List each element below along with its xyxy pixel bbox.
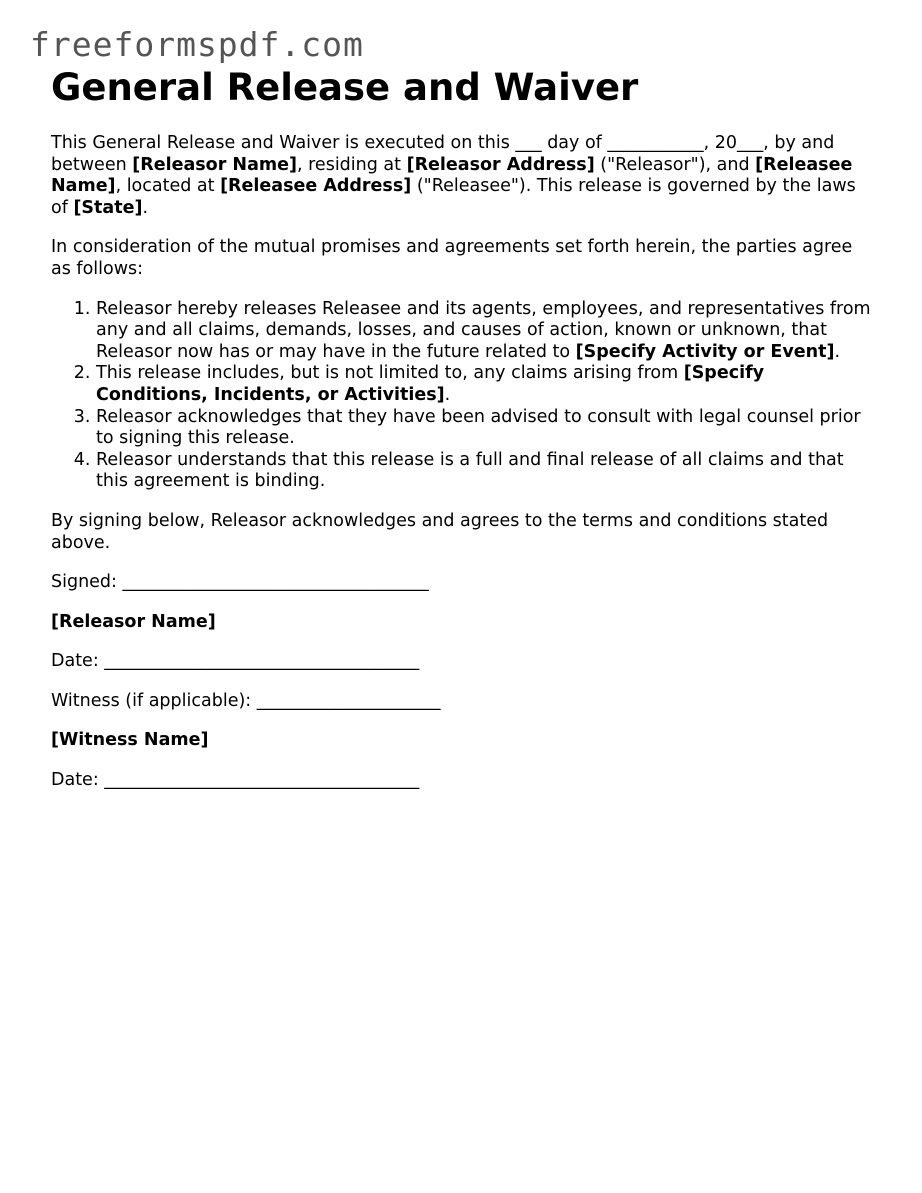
- signed-line: Signed: ___________________________________: [51, 572, 429, 593]
- releasee-name-placeholder: [Releasee Name]: [51, 154, 853, 197]
- witness-line: Witness (if applicable): _____________________: [51, 690, 441, 711]
- document-body: [51, 133, 871, 792]
- releasor-address-placeholder: [Releasor Address]: [406, 154, 595, 175]
- consideration-paragraph: In consideration of the mutual promises and agreements set forth herein, the parties agree as follows:: [51, 237, 853, 279]
- acknowledgement-paragraph: By signing below, Releasor acknowledges and agrees to the terms and conditions stated above.: [51, 510, 829, 553]
- activity-placeholder: [Specify Activity or Event]: [575, 341, 835, 362]
- list-item: 1. Releasor hereby releases Releasee and its agents, employees, and representatives from any and all claims, demands, losses, and causes of action, known or unknown, that Releasor now has or may have in the future related to [Specify Activity or Event].: [96, 299, 871, 364]
- state-placeholder: [State]: [73, 197, 143, 218]
- document-title: General Release and Waiver: [51, 66, 639, 109]
- site-watermark: freeformspdf.com: [30, 25, 364, 64]
- witness-name-label: [Witness Name]: [51, 730, 209, 751]
- list-item: 3. Releasor acknowledges that they have been advised to consult with legal counsel prior to signing this release.: [96, 407, 871, 450]
- releasee-address-placeholder: [Releasee Address]: [220, 176, 412, 197]
- conditions-placeholder: [Specify Conditions, Incidents, or Activities]: [96, 363, 765, 405]
- list-item: 2. This release includes, but is not limited to, any claims arising from [Specify Conditions, Incidents, or Activities].: [96, 363, 871, 406]
- witness-date-line: Date: ____________________________________: [51, 770, 420, 791]
- list-item: 4. Releasor understands that this release is a full and final release of all claims and that this agreement is binding.: [96, 450, 871, 493]
- terms-list: [51, 299, 871, 493]
- releasor-date-line: Date: ____________________________________: [51, 651, 420, 672]
- releasor-name-placeholder: [Releasor Name]: [132, 154, 297, 175]
- intro-paragraph: This General Release and Waiver is executed on this ___ day of ___________, 20___, by and between [Releasor Name], residing at [Releasor Address] ("Releasor"), and [Releasee Name], located at [Releasee Address] ("Releasee"). This release is governed by the laws of [State].: [51, 133, 856, 218]
- document-page: [51, 66, 871, 792]
- releasor-name-label: [Releasor Name]: [51, 611, 216, 632]
